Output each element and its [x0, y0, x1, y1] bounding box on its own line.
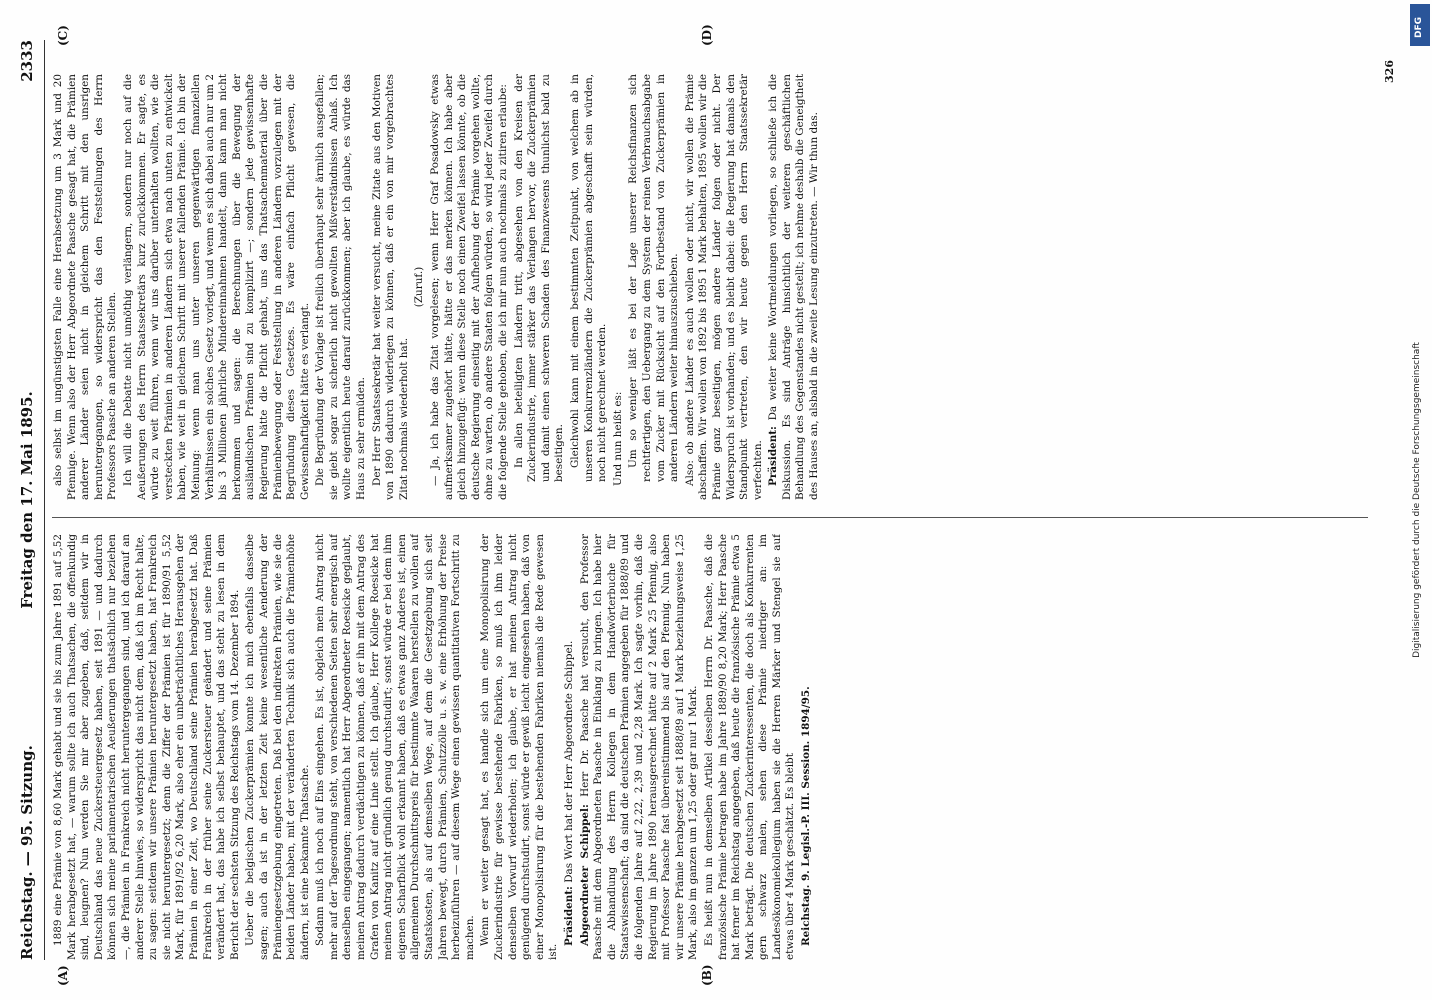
speaker-name: Abgeordneter Schippel:	[578, 804, 591, 946]
paragraph: 1889 eine Prämie von 8,60 Mark gehabt und sie bis zum Jahre 1891 auf 5,52 Mark herabgesetzt hat, — warum sollte ich auch Thatsachen, die offenkundig sind, leugnen? Nun werden Sie mir aber zugeben, daß, seitdem wir in Deutschland das neue Zuckersteuergesetz haben, seit 1891 — und dadurch können sich meine parlamentarischen Aeußerungen thatsächlich nur beziehen —, die Prämien in Frankreich nicht heruntergegangen sind, und ich darauf an anderer Stelle hinwies, so widerspricht das nicht dem, daß ich im Recht halte, zu sagen: seitdem wir unsere Prämien heruntergesetzt haben, hat Frankreich sie nicht heruntergesetzt; denn die Ziffer der Prämien ist für 1890/91 5,52 Mark, für 1891/92 6,20 Mark, also eher ein unbeträchtliches Herausgehen der Prämien in einer Zeit, wo Deutschland seine Prämien herabgesetzt hat. Daß Frankreich in der früher seine Zuckersteuer geändert und seine Prämien verändert hat, das habe ich selbst behauptet, und das steht zu lesen in dem Bericht der sechsten Sitzung des Reichstags vom 14. Dezember 1894.	[52, 534, 241, 960]
speaker-paragraph	[767, 74, 821, 500]
marker-a: (A)	[56, 965, 70, 986]
paragraph: Also: ob andere Länder es auch wollen oder nicht, wir wollen die Prämie abschaffen. Wir wollen von 1892 bis 1895 1 Mark behalten, 1895 wollen wir die Prämie ganz beseitigen, mögen andere Länder folgen oder nicht. Der Widerspruch ist vorhanden; und es bleibt dabei: die Regierung hat damals den Standpunkt vertreten, den wir heute gegen den Herrn Staatssekretär verfechten.	[683, 74, 764, 500]
paragraph: Die Begründung der Vorlage ist freilich überhaupt sehr ärmlich ausgefallen; sie giebt sogar zu sicherlich nicht gewollten Mißverständnissen Anlaß. Ich wollte eigentlich heute darauf zurückkommen; aber ich glaube, es würde das Haus zu sehr ermüden.	[314, 74, 368, 500]
speaker-name: Präsident:	[562, 886, 575, 946]
digitization-note	[1412, 0, 1428, 1000]
quotation: In allen beteiligten Ländern tritt, abgesehen von den Kreisen der Zuckerindustrie, immer stärker das Verlangen hervor, die Zuckerprämien und damit einen schweren Schaden des Finanzwesens thunlichst bald zu beseitigen.	[512, 74, 566, 482]
marker-b: (B)	[700, 964, 714, 986]
speech-text: Das Wort hat der Herr Abgeordnete Schippel.	[562, 640, 575, 883]
signature-number: 326	[1383, 60, 1396, 83]
left-column	[52, 534, 1368, 960]
quotation: Um so weniger läßt es bei der Lage unserer Reichsfinanzen sich rechtfertigen, den Uebergang zu dem System der reinen Verbrauchsabgabe vom Zucker mit Rücksicht auf den Fortbestand von Zuckerprämien in anderen Ländern weiter hinauszuschieben.	[627, 74, 681, 482]
dfg-logo-text: DFG	[1414, 16, 1424, 38]
marker-c: (C)	[56, 25, 70, 46]
page-footer: Reichstag. 9. Legisl.-P. III. Session. 1894/95.	[800, 686, 813, 946]
speaker-name: Präsident:	[767, 426, 780, 486]
header-left: Reichstag. — 95. Sitzung.	[18, 745, 36, 960]
paragraph: Es heißt nun in demselben Artikel desselben Herrn Dr. Paasche, daß die französische Prämie betragen habe im Jahre 1889/90 8,20 Mark; Herr Paasche hat ferner im Reichstag angegeben, daß heute die französische Prämie etwa 5 Mark beträgt. Die deutschen Zuckerinteressenten, die doch als Konkurrenten gern schwarz malen, sehen diese Prämie niedriger an: im Landesökonomiekollegium haben sie die Herren Märker und Stengel sie auf etwas über 4 Mark geschätzt. Es bleibt	[702, 534, 797, 960]
speech-text: Herr Dr. Paasche hat versucht, den Professor Paasche mit dem Abgeordneten Paasche in Einklang zu bringen. Ich habe hier die Abhandlung des Herrn Kollegen in dem Handwörterbuche für Staatswissenschaft; da sind die deutschen Prämien angegeben für 1888/89 und die folgenden Jahre auf 2,22, 2,39 und 2,28 Mark. Ich sagte vorhin, daß die Regierung im Jahre 1890 herausgerechnet hätte auf 2 Mark 25 Pfennig, also mit Professor Paasche fast übereinstimmend bis auf den Pfennig. Nun haben wir unsere Prämie herabgesetzt seit 1888/89 auf 1 Mark beziehungsweise 1,25 Mark, also im ganzen um 1,25 oder gar nur 1 Mark.	[578, 534, 700, 960]
paragraph: Und nun heißt es:	[611, 391, 624, 486]
paragraph: also selbst im ungünstigsten Falle eine Herabsetzung um 3 Mark und 20 Pfennige. Wenn also der Herr Abgeordnete Paasche gesagt hat, die Prämien anderer Länder seien nicht in gleichem Schritt mit den unsrigen heruntergegangen, so widerspricht das den Feststellungen des Herrn Professors Paasche an anderen Stellen.	[52, 74, 119, 500]
right-column	[52, 74, 1368, 500]
speech-text: Da weiter keine Wortmeldungen vorliegen, so schließe ich die Diskussion. Es sind Anträge hinsichtlich der weiteren geschäftlichen Behandlung des Gegenstandes nicht gestellt; ich nehme deshalb die Geneigtheit des Hauses an, alsbald in die zweite Lesung einzutreten. — Wir thun das.	[767, 74, 821, 500]
paragraph: Ueber die belgischen Zuckerprämien konnte ich mich ebenfalls dasselbe sagen; auch da ist in der letzten Zeit keine wesentliche Aenderung der Prämiengesetzgebung eingetreten. Daß bei den indirekten Prämien, wie sie die beiden Länder haben, mit der veränderten Technik sich auch die Prämienhöhe ändern, ist eine bekannte Thatsache.	[244, 534, 311, 960]
header-center: Freitag den 17. Mai 1895.	[18, 391, 36, 609]
interjection: (Zuruf.)	[413, 266, 426, 308]
quotation: Gleichwohl kann mit einem bestimmten Zeitpunkt, von welchem ab in unseren Konkurrenzländern die Zuckerprämien abgeschafft sein würden, noch nicht gerechnet werden.	[568, 74, 609, 482]
paragraph: — Ja, ich habe das Zitat vorgelesen; wenn Herr Graf Posadowsky etwas aufmerksamer zugehört hätte, hätte er das merken können. Ich habe aber gleich hinzugefügt: wenn diese Stelle noch einen Zweifel lassen könnte, ob die deutsche Regierung einseitig mit der Aufhebung der Prämie vorgehen wollte, ohne zu warten, ob andere Staaten folgen würden, so wird jeder Zweifel durch die folgende Stelle gehoben, die ich mir nun auch nochmals zu zitiren erlaube:	[429, 74, 509, 500]
marker-d: (D)	[700, 24, 714, 46]
dfg-logo	[1410, 4, 1430, 46]
paragraph: Sodann muß ich noch auf Eins eingehen. Es ist, obgleich mein Antrag nicht mehr auf der Tagesordnung steht, von verschiedenen Seiten sehr energisch auf denselben eingegangen; namentlich hat Herr Abgeordneter Roesicke geglaubt, meinen Antrag dadurch verdächtigen zu können, daß er ihn mit dem Antrag des Grafen von Kanitz auf eine Linie stellt. Ich glaube, Herr Kollege Roesicke hat meinen Antrag nicht gründlich genug durchstudirt; sonst würde er bei dem ihm eigenen Scharfblick wohl erkannt haben, daß es etwas ganz Anderes ist, einen allgemeinen Durchschnittspreis für bestimmte Waaren herstellen zu wollen auf Staatskosten, als auf demselben Wege, auf dem die Gesetzgebung sich seit Jahren bewegt, durch Prämien, Schutzzölle u. s. w. eine Erhöhung der Preise herbeizuführen — auf diesem Wege einen gewissen quantitativen Fortschritt zu machen.	[314, 534, 476, 960]
header-rule	[44, 40, 45, 960]
speaker-paragraph	[579, 534, 701, 960]
paragraph: Der Herr Staatssekretär hat weiter versucht, meine Zitate aus den Motiven von 1890 dadurch widerlegen zu können, daß er ein von mir vorgebrachtes Zitat nochmals wiederholt hat.	[370, 74, 410, 500]
page-header	[18, 40, 40, 960]
header-page-number: 2333	[18, 40, 36, 82]
column-divider	[52, 517, 1368, 518]
paragraph: Wenn er weiter gesagt hat, es handle sich um eine Monopolisirung der Zuckerindustrie für gewisse bestehende Fabriken, so muß ich ihm leider denselben Vorwurf wiederholen; ich glaube, er hat meinen Antrag nicht genügend durchstudirt, sonst würde er gewiß leicht eingesehen haben, daß von einer Monopolisirung für die bestehenden Fabriken niemals die Rede gewesen ist.	[479, 534, 560, 960]
paragraph: Ich will die Debatte nicht unnöthig verlängern, sondern nur noch auf die Aeußerungen des Herrn Staatssekretärs kurz zurückkommen. Er sagte, es würde zu weit führen, wenn wir uns darüber unterhalten wollten, wie die versteckten Prämien in anderen Ländern sich etwa nach unten zu entwickelt haben, wie weit in gleichem Schritt mit unserer fallenden Prämie. Ich bin der Meinung: wenn man uns unter unseren gegenwärtigen finanziellen Verhältnissen ein solches Gesetz vorlegt, und wenn es sich dabei auch nur um 2 bis 3 Millionen jährliche Mindereinnahmen handelt, dann kann man nicht herkommen und sagen: die Berechnungen über die Bewegung der ausländischen Prämien sind zu komplizirt —; sondern jede gewissenhafte Regierung hätte die Pflicht gehabt, uns das Thatsachenmaterial über die Prämienbewegung oder Feststellung in anderen Ländern vorzulegen mit der Begründung dieses Gesetzes. Es wäre einfach Pflicht gewesen, die Gewissenhaftigkeit hätte es verlangt.	[121, 74, 311, 500]
speaker-paragraph	[563, 534, 577, 960]
digitization-note-text: Digitalisierung gefördert durch die Deutsche Forschungsgemeinschaft	[1412, 342, 1422, 658]
